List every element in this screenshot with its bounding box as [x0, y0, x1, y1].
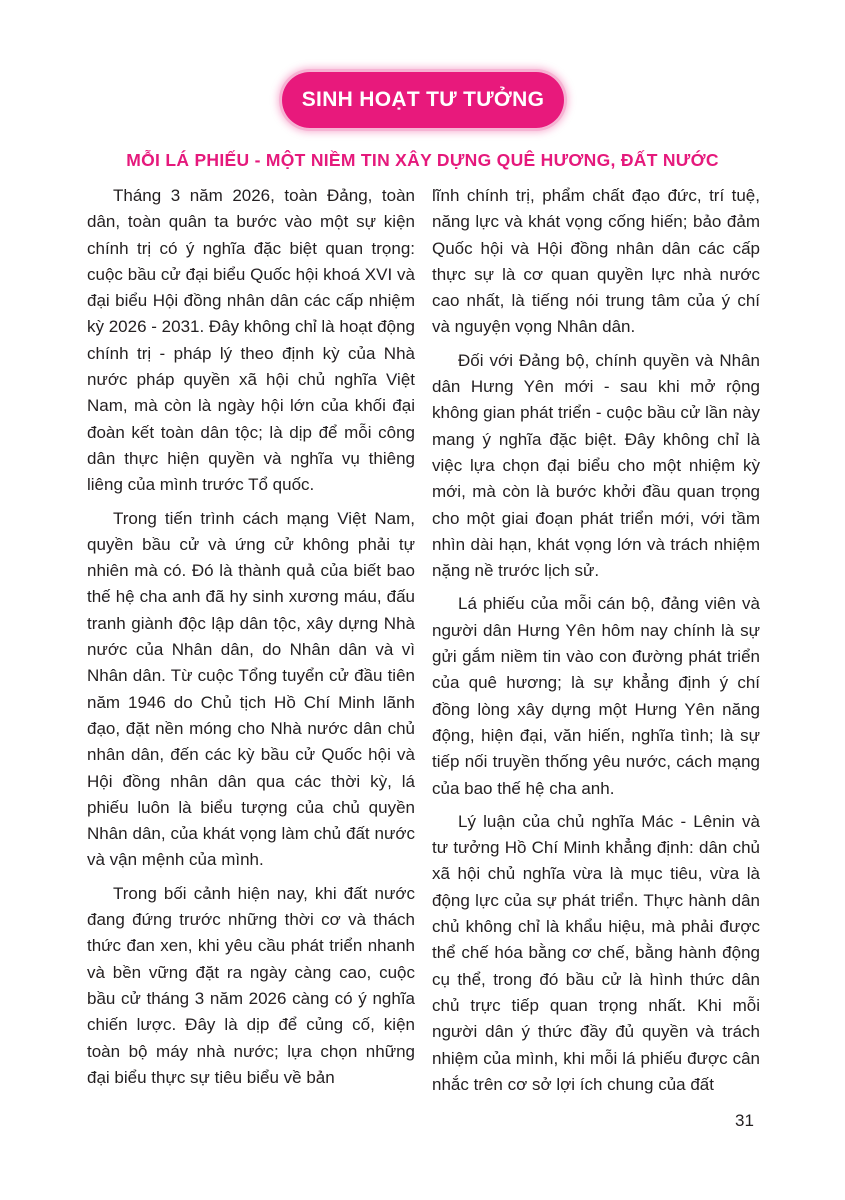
- paragraph: Trong bối cảnh hiện nay, khi đất nước đang đứng trước những thời cơ và thách thức đan xen, khi yêu cầu phát triển nhanh và bền vững đặt ra ngày càng cao, cuộc bầu cử tháng 3 năm 2026 càng có ý nghĩa chiến lược. Đây là dịp để củng cố, kiện toàn bộ máy nhà nước; lựa chọn những đại biểu thực sự tiêu biểu về bản: [87, 883, 415, 1087]
- right-column: [432, 183, 760, 1105]
- article-title: MỖI LÁ PHIẾU - MỘT NIỀM TIN XÂY DỰNG QUÊ HƯƠNG, ĐẤT NƯỚC: [126, 150, 719, 170]
- section-title: SINH HOẠT TƯ TƯỞNG: [301, 88, 545, 111]
- paragraph: Trong tiến trình cách mạng Việt Nam, quyền bầu cử và ứng cử không phải tự nhiên mà có. Đó là thành quả của biết bao thế hệ cha anh đã hy sinh xương máu, đấu tranh giành độc lập dân tộc, xây dựng Nhà nước của Nhân dân, do Nhân dân và vì Nhân dân. Từ cuộc Tổng tuyển cử đầu tiên năm 1946 do Chủ tịch Hồ Chí Minh lãnh đạo, đặt nền móng cho Nhà nước dân chủ nhân dân, đến các kỳ bầu cử Quốc hội và Hội đồng nhân dân qua các thời kỳ, lá phiếu luôn là biểu tượng của chủ quyền Nhân dân, của khát vọng làm chủ đất nước và vận mệnh của mình.: [87, 508, 415, 870]
- paragraph: Tháng 3 năm 2026, toàn Đảng, toàn dân, toàn quân ta bước vào một sự kiện chính trị có ý nghĩa đặc biệt quan trọng: cuộc bầu cử đại biểu Quốc hội khoá XVI và đại biểu Hội đồng nhân dân các cấp nhiệm kỳ 2026 - 2031. Đây không chỉ là hoạt động chính trị - pháp lý theo định kỳ của Nhà nước pháp quyền xã hội chủ nghĩa Việt Nam, mà còn là ngày hội lớn của khối đại đoàn kết toàn dân tộc; là dịp để mỗi công dân thực hiện quyền và nghĩa vụ thiêng liêng của mình trước Tổ quốc.: [87, 186, 415, 495]
- paragraph: Lý luận của chủ nghĩa Mác - Lênin và tư tưởng Hồ Chí Minh khẳng định: dân chủ xã hội chủ nghĩa vừa là mục tiêu, vừa là động lực của sự phát triển. Thực hành dân chủ không chỉ là khẩu hiệu, mà phải được thể chế hóa bằng cơ chế, bằng hành động cụ thể, trong đó bầu cử là hình thức dân chủ trực tiếp quan trọng nhất. Khi mỗi người dân ý thức đầy đủ quyền và trách nhiệm của mình, khi mỗi lá phiếu được cân nhắc trên cơ sở lợi ích chung của đất: [432, 811, 760, 1094]
- paragraph: Lá phiếu của mỗi cán bộ, đảng viên và người dân Hưng Yên hôm nay chính là sự gửi gắm niềm tin vào con đường phát triển của quê hương; là sự khẳng định ý chí đồng lòng xây dựng một Hưng Yên năng động, hiện đại, văn hiến, nghĩa tình; là sự tiếp nối truyền thống yêu nước, cách mạng của bao thế hệ cha anh.: [432, 594, 760, 798]
- page-number: 31: [735, 1111, 754, 1130]
- left-column: [87, 183, 415, 1098]
- paragraph: Đối với Đảng bộ, chính quyền và Nhân dân Hưng Yên mới - sau khi mở rộng không gian phát triển - cuộc bầu cử lần này mang ý nghĩa đặc biệt. Đây không chỉ là việc lựa chọn đại biểu cho một nhiệm kỳ mới, mà còn là bước khởi đầu quan trọng cho một giai đoạn phát triển mới, với tầm nhìn dài hạn, khát vọng lớn và trách nhiệm nặng nề trước lịch sử.: [432, 350, 760, 581]
- section-banner: [282, 72, 564, 128]
- paragraph-continuation: lĩnh chính trị, phẩm chất đạo đức, trí tuệ, năng lực và khát vọng cống hiến; bảo đảm Quốc hội và Hội đồng nhân dân các cấp thực sự là cơ quan quyền lực nhà nước cao nhất, là tiếng nói trung tâm của ý chí và nguyện vọng Nhân dân.: [432, 186, 760, 337]
